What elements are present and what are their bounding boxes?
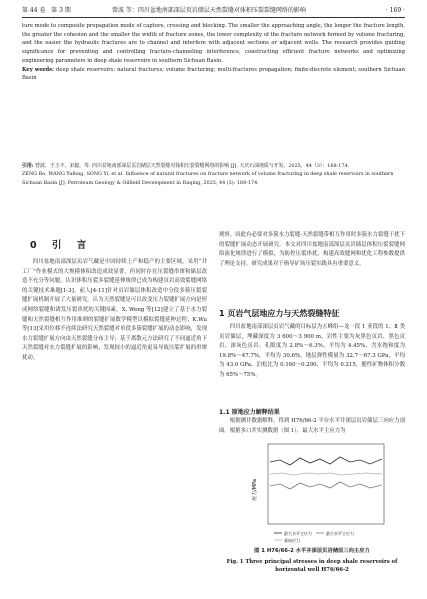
citation-cn: 曾波，王玉丰，宋毅，等. 四川盆地南部深层页岩储层天然裂缝对体积压裂裂缝网络的影响 [J]. 大庆石油地质与开发，2025，44（3）：168-174. xyxy=(35,163,350,169)
page-number: · 169 · xyxy=(385,7,405,14)
volume-issue: 第 44 卷 第 3 期 xyxy=(22,7,71,14)
stress-paragraph: 根据测井数据解释，得到 H76/66-2 平台水平井深层页岩储层三向应力剖面。根据多口井实测数据（图 1），最大水平主应力为 xyxy=(219,418,405,434)
right-column-top xyxy=(219,231,405,269)
figure-caption-cn: 图 1 H76/66-2 水平井深层页岩储层三向主应力 xyxy=(254,548,370,554)
left-column xyxy=(22,258,207,364)
right-column-bottom xyxy=(219,417,405,436)
legend-max: 最大水平主应力 xyxy=(284,531,312,536)
figure-caption-en-1: Fig. 1 Three principal stresses in deep shale reservoirs of xyxy=(226,559,398,565)
keywords-label: Key words: xyxy=(22,66,55,73)
header-rule xyxy=(22,17,405,18)
stress-chart xyxy=(250,440,390,544)
section-introduction-heading: 0 引 言 xyxy=(30,240,93,251)
chart-ylabel: 应力/MPa xyxy=(252,479,258,501)
abstract-continuation xyxy=(22,22,405,83)
legend-min: 最小水平主应力 xyxy=(326,531,354,536)
reservoir-paragraph: 四川盆地南部深层页岩气藏的目标层为五峰组—龙一段 1 亚段的 1、Ⅱ 类页岩储层，埋藏深度为 3 600～3 900 m，岩性主要为灰黑色页岩、黑色页岩、深灰色页岩。孔隙度为 2.8%～6.3%，平均为 4.45%，含水饱和度为 19.8%～47.7%，平均为 30.6%。地层弹性模量为 32.7～67.3 GPa，平均为 43.0 GPa，泊松比为 0.160～0.290，平均为 0.215，脆性矿物体积分数为 65%～75%。 xyxy=(219,324,405,378)
legend-vertical: 垂向应力 xyxy=(284,538,300,543)
citation-block xyxy=(22,162,405,187)
running-title: 曾波 等：四川盆地南部深层页岩储层天然裂缝对体积压裂裂缝网络的影响 xyxy=(112,7,306,14)
right-column-mid xyxy=(219,323,405,381)
intro-continuation: 观察。因此有必要对多簇水力裂缝-天然裂缝带相互作用时多簇水力裂缝干扰下的裂缝扩展动态开展研究。本文对四川盆地南部深层页岩储层体积压裂裂缝网络演化规律进行了模拟，为防控压裂串扰、构建高效缝网和优化工程参数提供了理论支持。研究成果对于指导矿场压裂实践具有重要意义。 xyxy=(219,232,405,267)
subsection-1-1-heading: 1.1 原地应力解释结果 xyxy=(219,409,280,416)
series-min-horizontal xyxy=(270,482,382,489)
section-1-heading: 1 页岩气层地应力与天然裂缝特征 xyxy=(219,309,340,318)
chart-legend xyxy=(274,530,354,543)
citation-en: ZENG Bo, WANG Yufeng, SONG Yi, et al. Influence of natural fractures on fracture network of volume fracturing in deep shale reservoirs in southern Sichuan Basin [J]. Petroleum Geology & Oilfield Development in Daqing, 2025, 44 (3): 168-174. xyxy=(22,171,394,186)
abstract-text: ture mode to composite propagation mode of capture, crossing and blocking. The smaller the approaching angle, the longer the fracture length, the greater the cohesion and the smaller the width of fracture zones, the lower complexity of the fracture network formed by volume fracturing, and the easier the hydraulic fractures are to channel and interfere with adjacent sections or adjacent wells. The research provides guiding significance for preventing and controlling fracture-channeling interference, constructing efficient fracture networks and optimizing engineering parameters in deep shale reservoirs in southern Sichuan Basin. xyxy=(22,23,405,64)
citation-label: 引用: xyxy=(22,163,34,169)
series-vertical xyxy=(270,473,382,475)
intro-paragraph: 四川盆地南部深层页岩气藏是中国持续上产和稳产的主要区域。采用“井工厂”作业模式的大规模体积改造成效显著，但同时存在压裂缝串窜和储层改造不充分等问题。认识体积压裂多裂缝延伸规律已成为构建页岩高效裂缝网络的关键技术难题[1-3]。前人[4-11]针对页岩储层体积改造中分段多簇压裂裂缝扩展机制开展了大量研究。认为天然裂缝是可以改变压力裂缝扩展方向是形成网络裂缝和诱发压裂串扰的关键因素。X. Weng 等[12]建立了基于水力裂缝和天然裂缝相互作用准则的裂缝扩展数学模型以模拟裂缝延伸过程；K.Wu 等[13]采用位移不连续法研究天然裂缝对单段多簇裂缝扩展的动态影响，发现水力裂缝扩展方向由天然裂缝分布主导；基于离散元方法研究了不同逼近角下天然裂缝对水力裂缝扩展的影响，发现较小的逼近角更易导致压裂扩展的串窜扰动。 xyxy=(22,259,207,361)
chart-frame xyxy=(268,444,384,524)
figure-caption-en-2: horizontal well H76/66-2 xyxy=(275,567,349,573)
series-max-horizontal xyxy=(270,457,382,465)
keywords-text: deep shale reservoirs; natural fractures; volume fracturing; multi-fractures propagation; finite-discrete element; southern Sichuan Basin xyxy=(22,66,405,82)
